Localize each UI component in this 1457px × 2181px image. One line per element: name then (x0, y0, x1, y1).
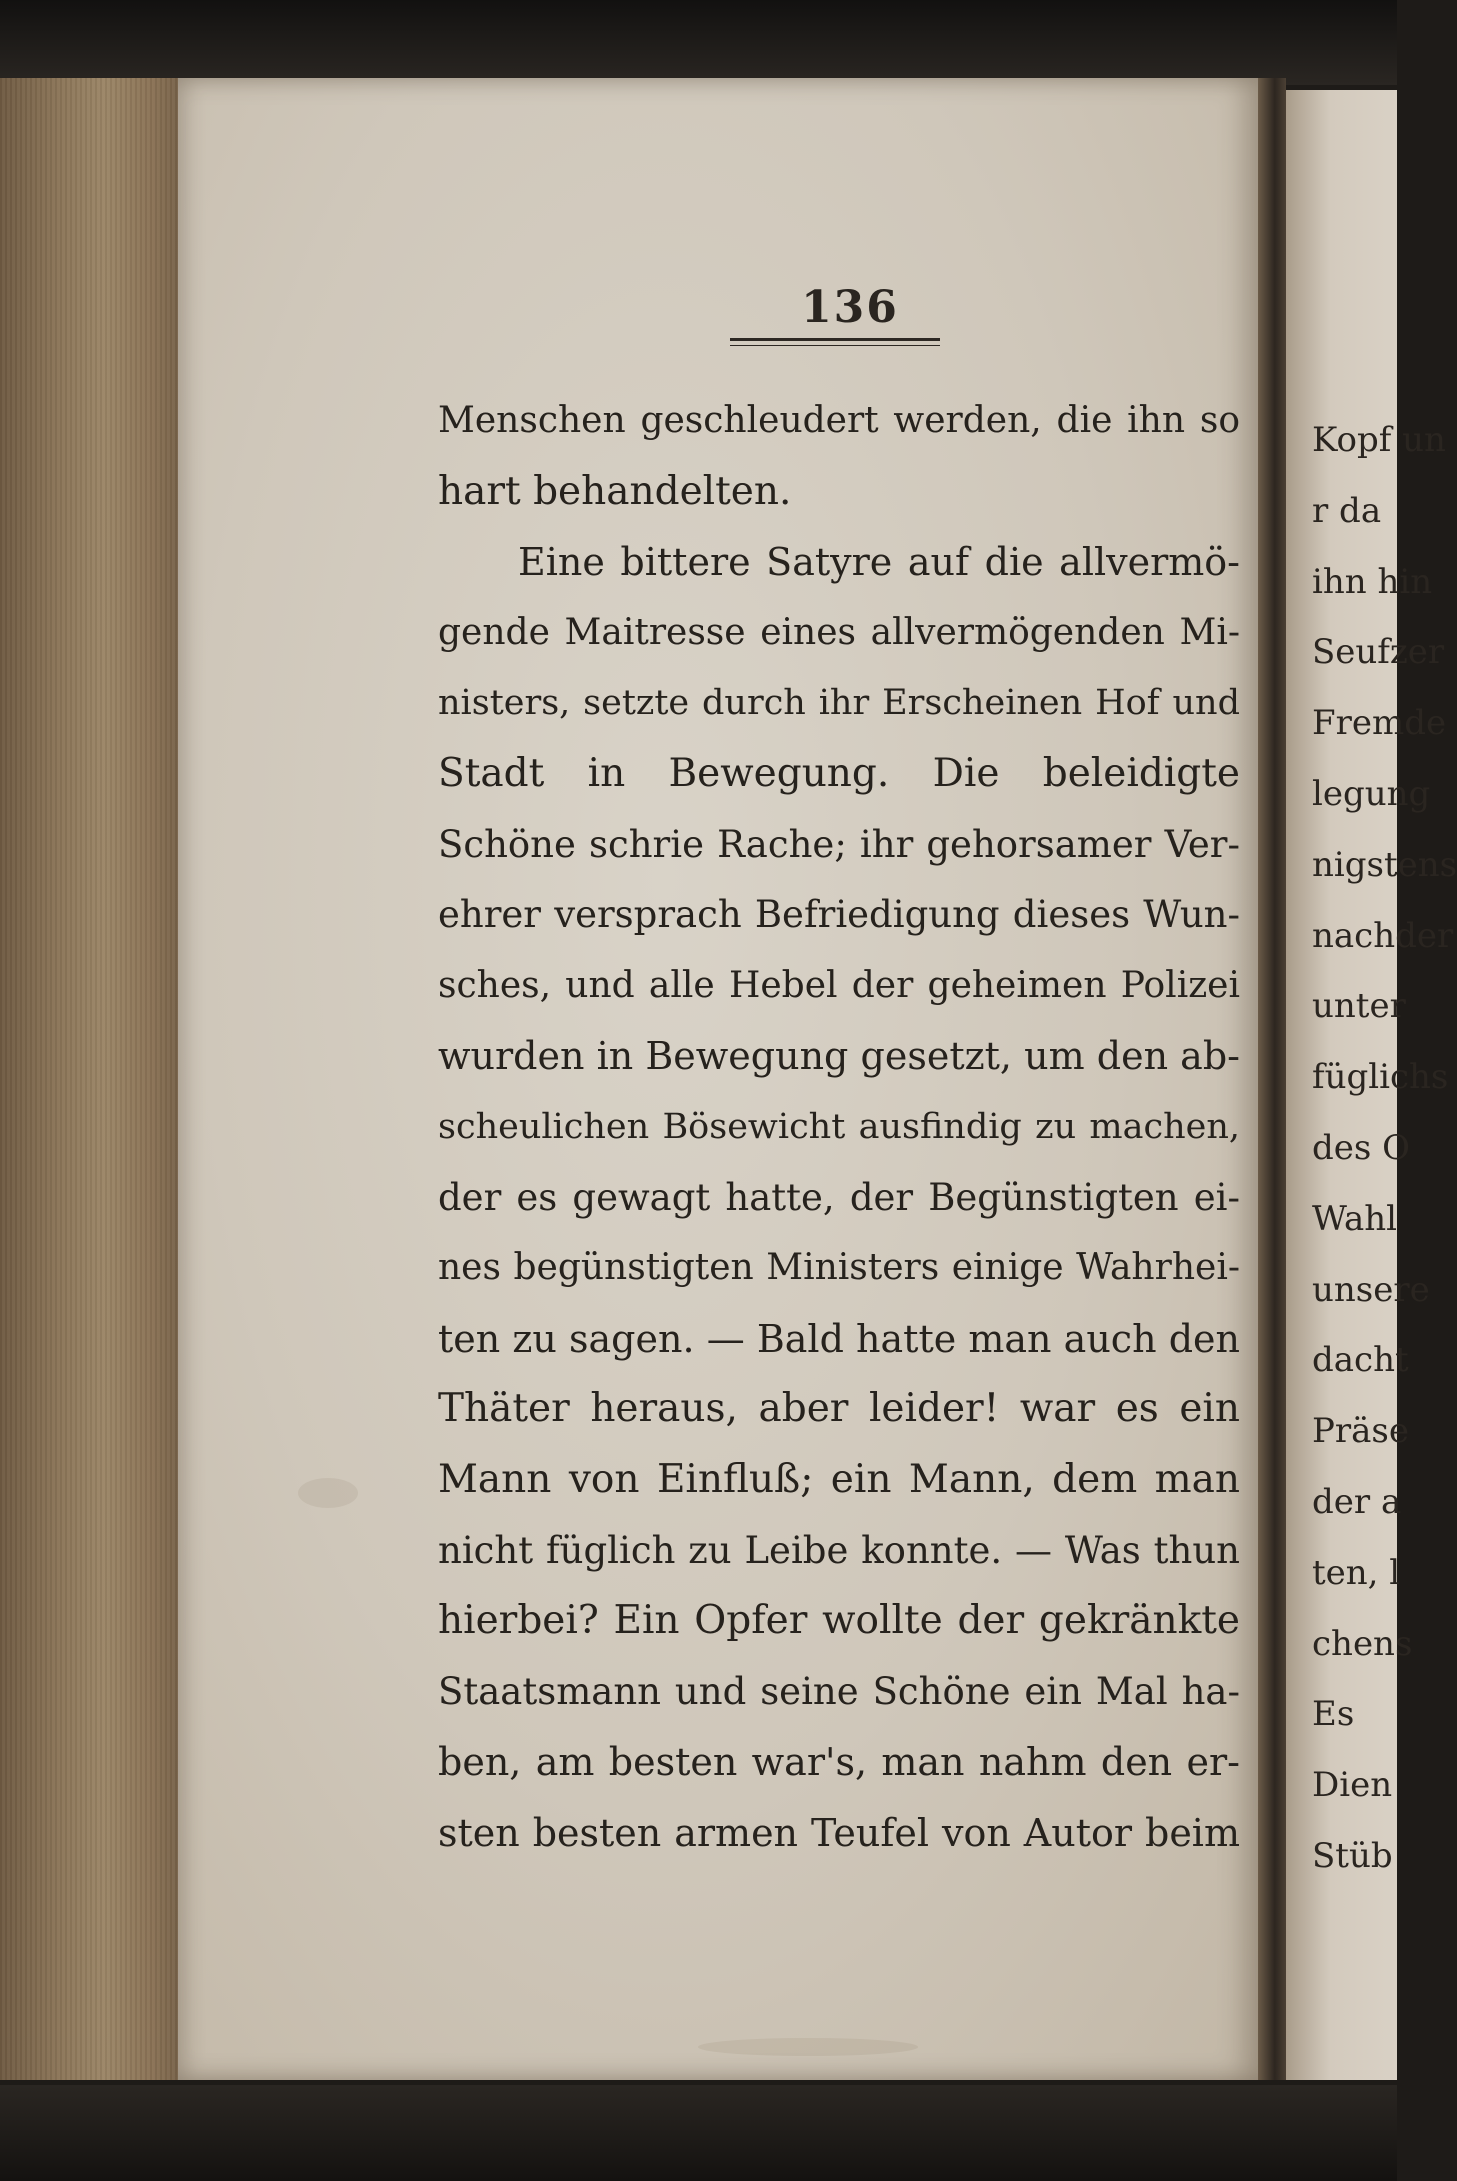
text-line: ben, am besten war's, man nahm den er- (438, 1740, 1240, 1785)
header-rule (730, 338, 940, 341)
text-line: Eine bittere Satyre auf die allvermö- (518, 540, 1240, 585)
facing-line: dacht (1312, 1340, 1409, 1381)
text-line: Mann von Einfluß; ein Mann, dem man (438, 1456, 1240, 1502)
facing-line: Präse (1312, 1411, 1409, 1452)
text-line: der es gewagt hatte, der Begünstigten ei- (438, 1175, 1240, 1219)
book-page-edges (0, 78, 192, 2080)
facing-page (1286, 90, 1457, 2080)
paper-stain (298, 1478, 358, 1508)
body-text (438, 386, 1240, 1868)
text-line: hierbei? Ein Opfer wollte der gekränkte (438, 1598, 1240, 1644)
facing-line: nigstens (1312, 844, 1457, 885)
facing-line: ten, l (1312, 1552, 1401, 1593)
text-line: Schöne schrie Rache; ihr gehorsamer Ver- (438, 822, 1240, 866)
facing-line: r da (1312, 490, 1382, 531)
book-gutter (1258, 78, 1286, 2080)
facing-line: Kopf un (1312, 420, 1446, 460)
text-line: sten besten armen Teufel von Autor beim (438, 1810, 1240, 1855)
scan-background-bottom (0, 2085, 1397, 2181)
facing-line: Es (1312, 1694, 1355, 1735)
text-line: sches, und alle Hebel der geheimen Polizei (438, 964, 1240, 1006)
facing-line: chens (1312, 1623, 1413, 1664)
facing-line: unter (1312, 986, 1406, 1027)
facing-line: legung (1312, 773, 1431, 814)
facing-page-text (1312, 405, 1457, 1892)
facing-line: Stüb (1312, 1835, 1393, 1876)
text-line: gende Maitresse eines allvermögenden Mi- (438, 611, 1240, 653)
page-number: 136 (801, 282, 899, 333)
text-line: ten zu sagen. — Bald hatte man auch den (438, 1316, 1240, 1361)
text-line: Thäter heraus, aber leider! war es ein (438, 1386, 1240, 1432)
text-line: Stadt in Bewegung. Die beleidigte (438, 750, 1240, 796)
facing-line: des O (1312, 1127, 1411, 1168)
facing-line: Wahl (1312, 1198, 1398, 1239)
facing-line: der a (1312, 1481, 1402, 1522)
text-line: nes begünstigten Ministers einige Wahrhei- (438, 1247, 1240, 1289)
facing-line: unsere (1312, 1269, 1430, 1310)
text-line: Staatsmann und seine Schöne ein Mal ha- (438, 1669, 1240, 1713)
facing-line: füglichs (1312, 1057, 1449, 1098)
text-line: wurden in Bewegung gesetzt, um den ab- (438, 1034, 1240, 1079)
text-line: hart behandelten. (438, 468, 792, 514)
text-line: ehrer versprach Befriedigung dieses Wun- (438, 893, 1240, 937)
text-line: nisters, setzte durch ihr Erscheinen Hof und (438, 683, 1240, 724)
paper-stain (698, 2038, 918, 2056)
facing-line: Fremde (1312, 703, 1447, 744)
scan-background-top (0, 0, 1397, 85)
facing-line: Seufzer (1312, 632, 1445, 673)
text-line: Menschen geschleudert werden, die ihn so (438, 400, 1240, 441)
text-line: scheulichen Bösewicht ausfindig zu machen, (438, 1106, 1240, 1147)
facing-line: nachder (1312, 915, 1454, 956)
facing-line: Dien (1312, 1765, 1393, 1806)
facing-line: ihn hin (1312, 561, 1433, 602)
text-line: nicht füglich zu Leibe konnte. — Was thun (438, 1528, 1240, 1572)
